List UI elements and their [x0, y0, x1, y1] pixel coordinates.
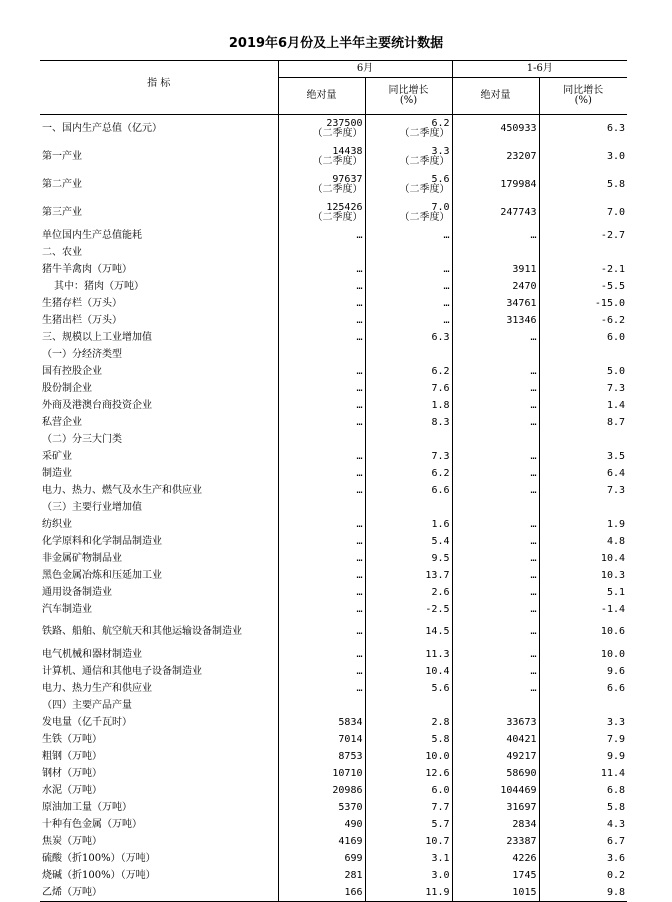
june-absolute-cell: …	[278, 312, 365, 329]
june-yoy-cell: 5.4	[365, 533, 452, 550]
h1-absolute-cell: …	[452, 482, 539, 499]
june-absolute-cell: …	[278, 533, 365, 550]
june-yoy-cell: …	[365, 261, 452, 278]
indicator-header-label: 指 标	[147, 77, 171, 89]
june-absolute-cell: …	[278, 329, 365, 346]
table-row	[40, 567, 627, 584]
row-label: 钢材（万吨）	[42, 767, 102, 779]
table-row	[40, 697, 627, 714]
h1-absolute-cell: …	[452, 567, 539, 584]
table-row	[40, 431, 627, 448]
june-yoy-cell: 2.6	[365, 584, 452, 601]
table-row	[40, 227, 627, 244]
row-label: （三）主要行业增加值	[42, 501, 142, 513]
table-row	[40, 346, 627, 363]
row-label: 单位国内生产总值能耗	[42, 229, 142, 241]
h1-yoy-cell: 8.7	[539, 414, 627, 431]
table-row	[40, 244, 627, 261]
june-absolute-cell: 8753	[278, 748, 365, 765]
row-label: 私营企业	[42, 416, 82, 428]
h1-yoy-cell: 5.8	[539, 171, 627, 199]
june-absolute-cell	[278, 346, 365, 363]
table-row	[40, 584, 627, 601]
table-body	[40, 115, 627, 902]
june-yoy-cell	[365, 346, 452, 363]
june-yoy-cell: 10.7	[365, 833, 452, 850]
june-absolute-cell	[278, 499, 365, 516]
h1-yoy-cell	[539, 431, 627, 448]
h1-yoy-cell: 6.7	[539, 833, 627, 850]
june-absolute-cell: …	[278, 397, 365, 414]
june-absolute-cell: 97637 （二季度）	[278, 171, 365, 199]
row-label: 水泥（万吨）	[42, 784, 102, 796]
june-absolute-cell: 125426 （二季度）	[278, 199, 365, 227]
june-yoy-cell: 7.3	[365, 448, 452, 465]
row-label: 二、农业	[42, 246, 82, 258]
h1-yoy-cell	[539, 244, 627, 261]
table-row	[40, 414, 627, 431]
june-yoy-cell	[365, 499, 452, 516]
h1-absolute-cell	[452, 697, 539, 714]
table-row	[40, 261, 627, 278]
june-yoy-cell: 11.3	[365, 646, 452, 663]
row-label: 非金属矿物制品业	[42, 552, 122, 564]
table-row	[40, 765, 627, 782]
table-row	[40, 397, 627, 414]
june-absolute-cell	[278, 697, 365, 714]
h1-yoy-cell: -6.2	[539, 312, 627, 329]
h1-yoy-cell: 5.1	[539, 584, 627, 601]
table-row	[40, 714, 627, 731]
h1-absolute-cell: 40421	[452, 731, 539, 748]
h1-yoy-cell: 4.8	[539, 533, 627, 550]
june-yoy-cell: 2.8	[365, 714, 452, 731]
h1-yoy-cell: 10.3	[539, 567, 627, 584]
june-absolute-cell: …	[278, 295, 365, 312]
june-yoy-cell	[365, 431, 452, 448]
row-label: 采矿业	[42, 450, 72, 462]
row-label: 生猪存栏（万头）	[42, 297, 122, 309]
table-row	[40, 748, 627, 765]
h1-yoy-cell: 7.3	[539, 482, 627, 499]
june-yoy-cell: 3.3 （二季度）	[365, 143, 452, 171]
row-label: 粗钢（万吨）	[42, 750, 102, 762]
table-row	[40, 465, 627, 482]
h1-absolute-cell: …	[452, 380, 539, 397]
h1-absolute-cell: …	[452, 584, 539, 601]
h1-absolute-cell: 1745	[452, 867, 539, 884]
table-row	[40, 278, 627, 295]
h1-yoy-cell: 1.4	[539, 397, 627, 414]
h1-absolute-cell: 1015	[452, 884, 539, 902]
june-yoy-cell: 7.7	[365, 799, 452, 816]
h1-absolute-cell: …	[452, 363, 539, 380]
h1-yoy-cell: 1.9	[539, 516, 627, 533]
row-label: 汽车制造业	[42, 603, 92, 615]
h1-absolute-cell: …	[452, 618, 539, 646]
h1-yoy-cell: 5.8	[539, 799, 627, 816]
june-yoy-cell: 10.0	[365, 748, 452, 765]
h1-absolute-cell: …	[452, 414, 539, 431]
june-yoy-cell: 8.3	[365, 414, 452, 431]
h1-yoy-cell: 7.9	[539, 731, 627, 748]
june-yoy-cell: 3.1	[365, 850, 452, 867]
row-label: 发电量（亿千瓦时）	[42, 716, 132, 728]
h1-absolute-cell: …	[452, 601, 539, 618]
h1-absolute-cell: …	[452, 448, 539, 465]
row-label: （四）主要产品产量	[42, 699, 132, 711]
h1-absolute-cell: …	[452, 329, 539, 346]
row-label: 外商及港澳台商投资企业	[42, 399, 152, 411]
h1-absolute-cell: 31697	[452, 799, 539, 816]
h1-absolute-cell: 49217	[452, 748, 539, 765]
h1-absolute-cell: 31346	[452, 312, 539, 329]
h1-absolute-cell: 33673	[452, 714, 539, 731]
h1-absolute-cell: …	[452, 227, 539, 244]
h1-yoy-cell: 11.4	[539, 765, 627, 782]
june-absolute-cell: …	[278, 601, 365, 618]
h1-yoy-cell: -1.4	[539, 601, 627, 618]
h1-absolute-cell: 3911	[452, 261, 539, 278]
table-row	[40, 550, 627, 567]
row-label: 原油加工量（万吨）	[42, 801, 132, 813]
row-label: （二）分三大门类	[42, 433, 122, 445]
table-row	[40, 199, 627, 227]
h1-yoy-header: 同比增长 (%)	[539, 78, 627, 115]
row-label: 股份制企业	[42, 382, 92, 394]
june-absolute-cell: 166	[278, 884, 365, 902]
row-label: 三、规模以上工业增加值	[42, 331, 152, 343]
table-row	[40, 833, 627, 850]
june-absolute-cell	[278, 431, 365, 448]
june-absolute-cell: …	[278, 680, 365, 697]
h1-absolute-cell: …	[452, 397, 539, 414]
h1-header: 1-6月	[452, 61, 627, 78]
h1-yoy-cell: 6.8	[539, 782, 627, 799]
row-label: 焦炭（万吨）	[42, 835, 102, 847]
june-yoy-cell: 13.7	[365, 567, 452, 584]
table-row	[40, 533, 627, 550]
h1-absolute-cell: 450933	[452, 115, 539, 144]
h1-yoy-cell: -2.7	[539, 227, 627, 244]
row-label: 第二产业	[42, 179, 82, 190]
statistics-table	[40, 60, 627, 902]
h1-absolute-cell: 104469	[452, 782, 539, 799]
june-yoy-cell: 5.8	[365, 731, 452, 748]
row-label: 国有控股企业	[42, 365, 102, 377]
june-absolute-cell: …	[278, 414, 365, 431]
h1-absolute-cell	[452, 499, 539, 516]
row-label: 电气机械和器材制造业	[42, 648, 142, 660]
indicator-header	[40, 61, 278, 115]
june-yoy-cell: 6.2	[365, 465, 452, 482]
h1-yoy-cell: 9.8	[539, 884, 627, 902]
table-row	[40, 731, 627, 748]
h1-absolute-cell: 23387	[452, 833, 539, 850]
h1-absolute-cell: …	[452, 646, 539, 663]
h1-yoy-cell: 3.6	[539, 850, 627, 867]
h1-absolute-cell	[452, 244, 539, 261]
h1-yoy-cell	[539, 346, 627, 363]
row-label: 第三产业	[42, 207, 82, 218]
june-yoy-cell: 1.6	[365, 516, 452, 533]
june-yoy-cell: 5.6 （二季度）	[365, 171, 452, 199]
june-yoy-cell: 1.8	[365, 397, 452, 414]
june-absolute-cell: 5370	[278, 799, 365, 816]
june-yoy-cell: -2.5	[365, 601, 452, 618]
june-yoy-cell: 10.4	[365, 663, 452, 680]
h1-yoy-cell: 6.3	[539, 115, 627, 144]
table-row	[40, 601, 627, 618]
row-label: 生猪出栏（万头）	[42, 314, 122, 326]
june-yoy-cell: 6.6	[365, 482, 452, 499]
row-label: 化学原料和化学制品制造业	[42, 535, 162, 547]
june-yoy-cell: 3.0	[365, 867, 452, 884]
june-absolute-cell: …	[278, 363, 365, 380]
row-label: 铁路、船舶、航空航天和其他运输设备制造业	[42, 626, 242, 637]
table-row	[40, 867, 627, 884]
june-absolute-cell: 699	[278, 850, 365, 867]
h1-yoy-cell: 6.0	[539, 329, 627, 346]
h1-absolute-cell: …	[452, 465, 539, 482]
table-row	[40, 171, 627, 199]
june-yoy-cell: …	[365, 295, 452, 312]
june-absolute-cell: 4169	[278, 833, 365, 850]
june-absolute-cell: …	[278, 584, 365, 601]
june-absolute-cell: …	[278, 646, 365, 663]
h1-absolute-cell: …	[452, 533, 539, 550]
june-absolute-cell: …	[278, 465, 365, 482]
table-row	[40, 680, 627, 697]
h1-yoy-cell: 10.0	[539, 646, 627, 663]
h1-absolute-cell: …	[452, 663, 539, 680]
june-yoy-cell: 6.0	[365, 782, 452, 799]
june-yoy-cell: 7.6	[365, 380, 452, 397]
h1-yoy-cell: -2.1	[539, 261, 627, 278]
row-label: 硫酸（折100%）（万吨）	[42, 852, 156, 864]
row-label: 计算机、通信和其他电子设备制造业	[42, 665, 202, 677]
h1-yoy-cell: -5.5	[539, 278, 627, 295]
h1-absolute-cell: 23207	[452, 143, 539, 171]
h1-absolute-cell: 247743	[452, 199, 539, 227]
june-absolute-cell: …	[278, 261, 365, 278]
june-absolute-cell: 7014	[278, 731, 365, 748]
h1-absolute-cell: …	[452, 550, 539, 567]
june-yoy-cell: …	[365, 312, 452, 329]
june-absolute-cell: 10710	[278, 765, 365, 782]
june-yoy-cell: …	[365, 278, 452, 295]
h1-yoy-cell	[539, 697, 627, 714]
h1-yoy-cell: 5.0	[539, 363, 627, 380]
h1-yoy-cell: 9.6	[539, 663, 627, 680]
table-row	[40, 816, 627, 833]
row-label: 电力、热力、燃气及水生产和供应业	[42, 484, 202, 496]
june-yoy-cell: 7.0 （二季度）	[365, 199, 452, 227]
h1-yoy-cell: 0.2	[539, 867, 627, 884]
h1-absolute-cell: …	[452, 680, 539, 697]
h1-absolute-cell	[452, 431, 539, 448]
h1-yoy-cell: 4.3	[539, 816, 627, 833]
row-label: 生铁（万吨）	[42, 733, 102, 745]
h1-absolute-cell	[452, 346, 539, 363]
row-label: （一）分经济类型	[42, 348, 122, 360]
h1-yoy-cell: 3.3	[539, 714, 627, 731]
h1-absolute-cell: 2834	[452, 816, 539, 833]
june-absolute-cell: …	[278, 567, 365, 584]
june-absolute-cell: …	[278, 278, 365, 295]
row-label: 其中：猪肉（万吨）	[54, 280, 144, 292]
table-row	[40, 516, 627, 533]
table-row	[40, 143, 627, 171]
june-absolute-cell: 281	[278, 867, 365, 884]
june-yoy-header: 同比增长 (%)	[365, 78, 452, 115]
row-label: 纺织业	[42, 518, 72, 530]
table-row	[40, 499, 627, 516]
june-absolute-cell: …	[278, 482, 365, 499]
row-label: 电力、热力生产和供应业	[42, 682, 152, 694]
row-label: 猪牛羊禽肉（万吨）	[42, 263, 132, 275]
june-absolute-cell	[278, 244, 365, 261]
h1-yoy-cell: 6.4	[539, 465, 627, 482]
h1-absolute-cell: …	[452, 516, 539, 533]
june-absolute-cell: …	[278, 618, 365, 646]
june-absolute-cell: …	[278, 550, 365, 567]
june-absolute-cell: 20986	[278, 782, 365, 799]
h1-yoy-cell: 7.0	[539, 199, 627, 227]
table-row	[40, 312, 627, 329]
june-yoy-cell: 6.3	[365, 329, 452, 346]
h1-yoy-cell: 9.9	[539, 748, 627, 765]
table-row	[40, 799, 627, 816]
june-absolute-cell: 237500 （二季度）	[278, 115, 365, 144]
row-label: 第一产业	[42, 151, 82, 162]
h1-yoy-cell: 10.6	[539, 618, 627, 646]
june-absolute-cell: …	[278, 227, 365, 244]
june-absolute-cell: 490	[278, 816, 365, 833]
h1-yoy-cell: 6.6	[539, 680, 627, 697]
h1-yoy-cell: 3.5	[539, 448, 627, 465]
h1-abs-header: 绝对量	[452, 78, 539, 115]
h1-absolute-cell: 58690	[452, 765, 539, 782]
row-label: 十种有色金属（万吨）	[42, 818, 142, 830]
h1-yoy-cell: 10.4	[539, 550, 627, 567]
june-yoy-cell: 5.6	[365, 680, 452, 697]
june-yoy-cell: 5.7	[365, 816, 452, 833]
h1-yoy-cell: 7.3	[539, 380, 627, 397]
june-absolute-cell: 14438 （二季度）	[278, 143, 365, 171]
june-yoy-cell	[365, 244, 452, 261]
june-yoy-cell: 14.5	[365, 618, 452, 646]
june-absolute-cell: 5834	[278, 714, 365, 731]
table-row	[40, 115, 627, 144]
june-yoy-cell: …	[365, 227, 452, 244]
june-absolute-cell: …	[278, 448, 365, 465]
table-row	[40, 295, 627, 312]
page-title: 2019年6月份及上半年主要统计数据	[228, 36, 444, 51]
table-row	[40, 329, 627, 346]
june-yoy-cell: 6.2 （二季度）	[365, 115, 452, 144]
table-row	[40, 646, 627, 663]
june-abs-header: 绝对量	[278, 78, 365, 115]
june-yoy-cell: 6.2	[365, 363, 452, 380]
june-absolute-cell: …	[278, 380, 365, 397]
h1-yoy-cell	[539, 499, 627, 516]
table-row	[40, 482, 627, 499]
h1-absolute-cell: 4226	[452, 850, 539, 867]
row-label: 乙烯（万吨）	[40, 884, 278, 902]
table-row	[40, 448, 627, 465]
h1-yoy-cell: 3.0	[539, 143, 627, 171]
h1-absolute-cell: 179984	[452, 171, 539, 199]
june-yoy-cell: 11.9	[365, 884, 452, 902]
june-yoy-cell	[365, 697, 452, 714]
table-row	[40, 663, 627, 680]
table-row	[40, 850, 627, 867]
table-row	[40, 782, 627, 799]
row-label: 制造业	[42, 467, 72, 479]
june-header: 6月	[278, 61, 452, 78]
table-row	[40, 884, 627, 902]
row-label: 黑色金属冶炼和压延加工业	[42, 569, 162, 581]
h1-yoy-cell: -15.0	[539, 295, 627, 312]
table-row	[40, 363, 627, 380]
june-absolute-cell: …	[278, 663, 365, 680]
table-row	[40, 380, 627, 397]
june-absolute-cell: …	[278, 516, 365, 533]
june-yoy-cell: 12.6	[365, 765, 452, 782]
row-label: 一、国内生产总值（亿元）	[42, 123, 162, 134]
june-yoy-cell: 9.5	[365, 550, 452, 567]
h1-absolute-cell: 34761	[452, 295, 539, 312]
table-row	[40, 618, 627, 646]
h1-absolute-cell: 2470	[452, 278, 539, 295]
row-label: 烧碱（折100%）（万吨）	[42, 869, 156, 881]
row-label: 通用设备制造业	[42, 586, 112, 598]
